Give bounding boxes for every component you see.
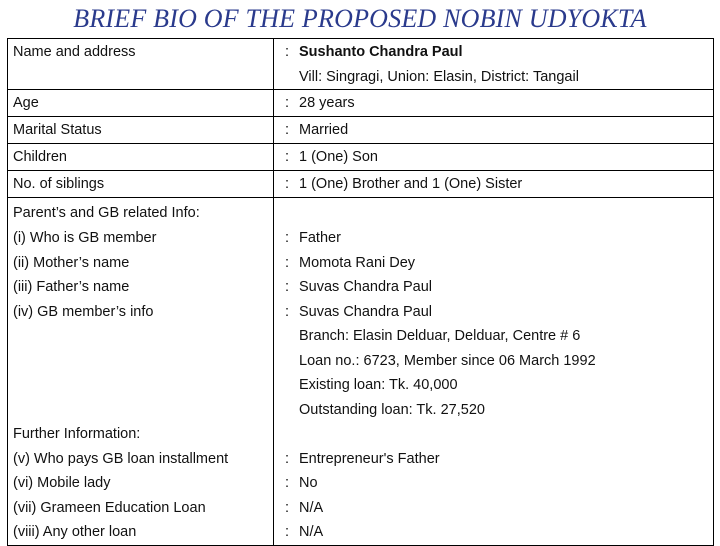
row-value: Married: [299, 122, 349, 138]
colon: :: [284, 279, 289, 296]
table-row-parents: [8, 198, 714, 546]
row-label: (i) Who is GB member: [13, 230, 157, 247]
colon: :: [284, 95, 289, 111]
colon: :: [284, 176, 289, 192]
row-label: No. of siblings: [13, 176, 105, 192]
row-label: (ii) Mother’s name: [13, 254, 130, 271]
row-value: Entrepreneur's Father: [299, 450, 440, 467]
colon: :: [284, 475, 289, 492]
row-value: Suvas Chandra Paul: [299, 303, 432, 320]
row-label: Marital Status: [13, 122, 102, 138]
row-label: (v) Who pays GB loan installment: [13, 450, 229, 467]
table-row: [8, 39, 714, 90]
page-title: BRIEF BIO OF THE PROPOSED NOBIN UDYOKTA: [73, 4, 647, 33]
row-value: Father: [299, 230, 341, 247]
row-label: (vii) Grameen Education Loan: [13, 499, 206, 516]
table-row: [8, 171, 714, 198]
label-cell: [8, 39, 274, 90]
row-label: Name and address: [13, 44, 136, 60]
row-value-address: Vill: Singragi, Union: Elasin, District: Tangail: [299, 69, 579, 85]
row-label: (viii) Any other loan: [13, 524, 137, 541]
colon: :: [284, 303, 289, 320]
row-label: Children: [13, 149, 67, 165]
section-heading: Further Information:: [13, 426, 141, 443]
colon: :: [284, 122, 289, 138]
colon: :: [284, 450, 289, 467]
gb-existing-loan: Existing loan: Tk. 40,000: [299, 377, 458, 394]
gb-branch: Branch: Elasin Delduar, Delduar, Centre # 6: [299, 328, 581, 345]
value-cell: [274, 39, 714, 90]
section-heading: Parent’s and GB related Info:: [13, 204, 200, 221]
gb-loan-number: Loan no.: 6723, Member since 06 March 1992: [299, 352, 596, 369]
colon: :: [284, 230, 289, 247]
label-cell: [8, 198, 274, 546]
row-value: No: [299, 475, 318, 492]
row-label: Age: [13, 95, 39, 111]
gb-outstanding-loan: Outstanding loan: Tk. 27,520: [299, 401, 485, 418]
row-label: (vi) Mobile lady: [13, 475, 111, 492]
colon: :: [284, 524, 289, 541]
row-value: Momota Rani Dey: [299, 254, 416, 271]
row-value: N/A: [299, 499, 324, 516]
bio-table: [7, 38, 714, 546]
colon: :: [284, 149, 289, 165]
colon: :: [284, 44, 289, 60]
table-row: [8, 144, 714, 171]
table-row: [8, 90, 714, 117]
row-value: N/A: [299, 524, 324, 541]
row-value: 28 years: [299, 95, 355, 111]
row-value: 1 (One) Brother and 1 (One) Sister: [299, 176, 523, 192]
table-row: [8, 117, 714, 144]
row-value: Sushanto Chandra Paul: [299, 44, 463, 60]
row-label: (iii) Father’s name: [13, 279, 130, 296]
row-label: (iv) GB member’s info: [13, 303, 154, 320]
colon: :: [284, 499, 289, 516]
value-cell: [274, 198, 714, 546]
colon: :: [284, 254, 289, 271]
row-value: 1 (One) Son: [299, 149, 378, 165]
row-value: Suvas Chandra Paul: [299, 279, 432, 296]
